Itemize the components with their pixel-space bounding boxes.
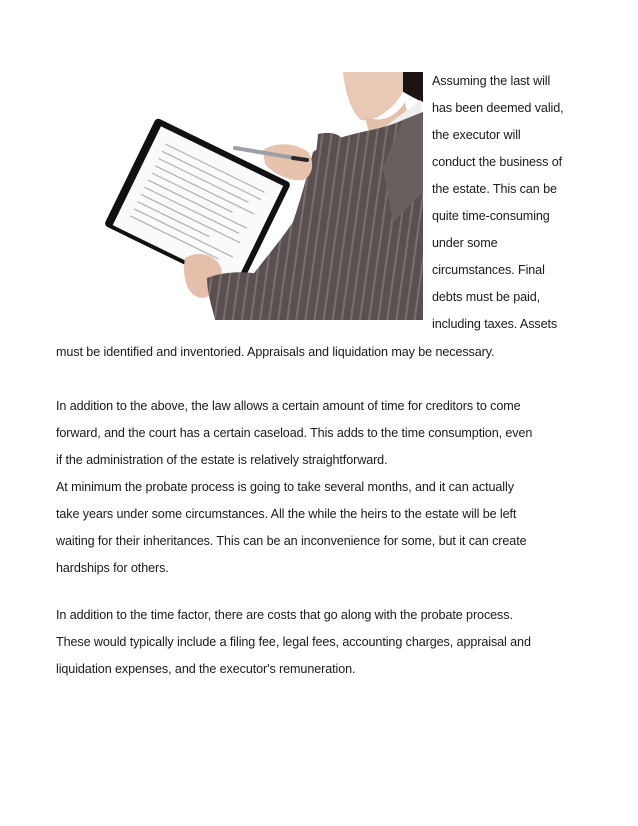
paragraph-line: waiting for their inheritances. This can be an inconvenience for some, but it can create — [56, 534, 527, 548]
paragraph-line: In addition to the time factor, there are costs that go along with the probate process. — [56, 608, 513, 622]
intro-side-line: has been deemed valid, — [432, 101, 564, 115]
intro-side-line: under some — [432, 236, 498, 250]
intro-full-line: must be identified and inventoried. Appraisals and liquidation may be necessary. — [56, 345, 495, 359]
paragraph-line: forward, and the court has a certain caseload. This adds to the time consumption, even — [56, 426, 533, 440]
intro-side-line: quite time-consuming — [432, 209, 550, 223]
intro-side-column — [432, 68, 622, 338]
paragraph-line: liquidation expenses, and the executor's remuneration. — [56, 662, 356, 676]
paragraph-timeframe — [56, 474, 596, 582]
intro-side-line: the executor will — [432, 128, 521, 142]
paragraph-line: take years under some circumstances. All the while the heirs to the estate will be left — [56, 507, 517, 521]
paragraph-costs — [56, 602, 596, 683]
paragraph-creditors — [56, 393, 596, 474]
intro-side-line: conduct the business of — [432, 155, 563, 169]
intro-side-line: the estate. This can be — [432, 182, 557, 196]
paragraph-line: These would typically include a filing fee, legal fees, accounting charges, appraisal and — [56, 635, 531, 649]
intro-side-line: circumstances. Final — [432, 263, 545, 277]
clipboard-photo — [103, 72, 423, 320]
paragraph-line: In addition to the above, the law allows a certain amount of time for creditors to come — [56, 399, 521, 413]
paragraph-line: if the administration of the estate is relatively straightforward. — [56, 453, 388, 467]
intro-paragraph-continuation — [56, 339, 596, 366]
intro-side-line: Assuming the last will — [432, 74, 551, 88]
paragraph-line: hardships for others. — [56, 561, 169, 575]
woman-clipboard-illustration — [103, 72, 423, 320]
intro-side-line: including taxes. Assets — [432, 317, 558, 331]
paragraph-line: At minimum the probate process is going to take several months, and it can actually — [56, 480, 514, 494]
intro-side-line: debts must be paid, — [432, 290, 541, 304]
